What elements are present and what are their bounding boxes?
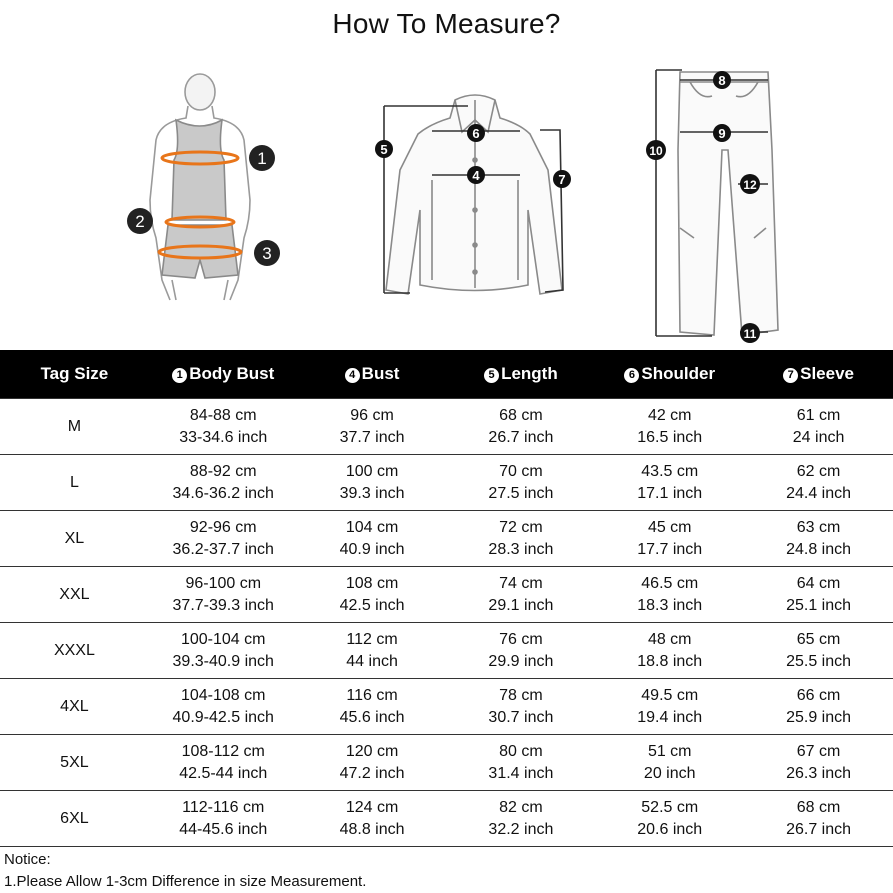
svg-text:3: 3 [262,244,272,263]
value-inch: 40.9-42.5 inch [172,708,274,726]
value-inch: 37.7 inch [339,428,405,446]
value-cm: 43.5 cm [641,462,699,480]
value-cm: 104 cm [345,518,399,536]
measurement-cell [149,567,298,623]
column-header [744,350,893,399]
tag-size-cell: L [0,455,149,511]
value-inch: 40.9 inch [339,540,405,558]
value-cm: 63 cm [796,518,841,536]
value-cm: 84-88 cm [189,406,257,424]
measurement-cell [744,623,893,679]
notice-line-1: 1.Please Allow 1-3cm Difference in size Measurement. [4,873,367,890]
value-cm: 76 cm [499,630,543,648]
measurement-cell [149,679,298,735]
notice-block [4,849,366,893]
value-cm: 48 cm [647,630,692,648]
measurement-cell [446,623,595,679]
marker-2 [127,208,153,234]
measurement-cell [298,511,447,567]
value-cm: 61 cm [796,406,841,424]
measurement-cell [298,735,447,791]
value-inch: 33-34.6 inch [179,428,268,446]
measurement-cell [298,679,447,735]
measurement-cell [149,791,298,847]
column-header [595,350,744,399]
value-inch: 25.1 inch [786,596,852,614]
value-inch: 26.7 inch [786,820,852,838]
value-inch: 26.3 inch [786,764,852,782]
value-cm: 96 cm [350,406,394,424]
svg-text:7: 7 [558,172,566,187]
svg-text:9: 9 [718,126,726,141]
value-cm: 116 cm [346,686,398,704]
tag-size-cell: M [0,399,149,455]
value-inch: 48.8 inch [339,820,405,838]
value-inch: 25.9 inch [786,708,852,726]
column-header [149,350,298,399]
value-cm: 67 cm [796,742,841,760]
value-cm: 46.5 cm [641,574,699,592]
svg-text:2: 2 [135,212,145,231]
column-header-label: Body Bust [189,364,275,383]
value-cm: 120 cm [345,742,399,760]
notice-heading: Notice: [4,851,51,868]
table-row [0,735,893,791]
value-inch: 32.2 inch [488,820,554,838]
measurement-cell [149,455,298,511]
column-header-label: Shoulder [641,364,716,383]
tag-size-cell: XL [0,511,149,567]
value-inch: 27.5 inch [488,484,554,502]
value-inch: 24 inch [792,428,845,446]
value-cm: 92-96 cm [189,518,257,536]
measurement-illustrations [0,60,893,350]
marker-7 [553,170,571,188]
value-cm: 72 cm [499,518,543,536]
table-row [0,567,893,623]
column-header [446,350,595,399]
value-cm: 108 cm [345,574,399,592]
measurement-cell [744,567,893,623]
value-inch: 20 inch [643,764,696,782]
marker-11 [740,323,760,343]
value-inch: 29.1 inch [488,596,554,614]
marker-number-badge: 1 [172,368,187,383]
marker-number-badge: 4 [345,368,360,383]
measurement-cell [446,791,595,847]
value-inch: 42.5 inch [339,596,405,614]
measurement-cell [446,399,595,455]
value-cm: 64 cm [796,574,841,592]
value-inch: 39.3 inch [339,484,405,502]
value-cm: 45 cm [647,518,692,536]
value-inch: 30.7 inch [488,708,554,726]
marker-9 [713,124,731,142]
value-cm: 104-108 cm [180,686,266,704]
value-cm: 62 cm [796,462,841,480]
value-cm: 78 cm [499,686,543,704]
value-cm: 112 cm [346,630,398,648]
marker-12 [740,174,760,194]
marker-6 [467,124,485,142]
column-header-label: Bust [361,364,400,383]
svg-text:8: 8 [718,73,726,88]
measurement-cell [446,735,595,791]
tag-size-cell: 5XL [0,735,149,791]
measurement-cell [446,567,595,623]
value-inch: 34.6-36.2 inch [172,484,274,502]
measurement-cell [744,791,893,847]
marker-10 [646,140,666,160]
value-inch: 36.2-37.7 inch [172,540,274,558]
value-cm: 70 cm [499,462,543,480]
value-cm: 42 cm [647,406,692,424]
marker-1 [249,145,275,171]
measurement-cell [595,399,744,455]
svg-text:5: 5 [380,142,388,157]
value-inch: 25.5 inch [786,652,852,670]
table-body [0,399,893,847]
value-cm: 65 cm [796,630,841,648]
page-title: How To Measure? [332,8,561,39]
value-inch: 18.8 inch [637,652,703,670]
value-cm: 100 cm [345,462,399,480]
column-header [298,350,447,399]
value-cm: 52.5 cm [641,798,699,816]
value-cm: 82 cm [499,798,543,816]
value-inch: 28.3 inch [488,540,554,558]
marker-number-badge: 5 [484,368,499,383]
size-chart-table [0,350,893,847]
tag-size-cell: XXXL [0,623,149,679]
measurement-cell [446,679,595,735]
value-inch: 45.6 inch [339,708,405,726]
value-inch: 47.2 inch [339,764,405,782]
svg-text:11: 11 [743,327,757,341]
value-cm: 108-112 cm [181,742,265,760]
table-row [0,399,893,455]
column-header-label: Sleeve [800,364,855,383]
value-cm: 74 cm [499,574,543,592]
value-inch: 17.1 inch [637,484,703,502]
value-inch: 31.4 inch [488,764,554,782]
value-cm: 68 cm [499,406,543,424]
measurement-cell [149,735,298,791]
body-figure-illustration [150,74,250,300]
value-cm: 80 cm [499,742,543,760]
svg-text:6: 6 [472,126,480,141]
measurement-cell [149,399,298,455]
measurement-cell [149,623,298,679]
measurement-cell [298,455,447,511]
marker-4 [467,166,485,184]
value-inch: 44-45.6 inch [179,820,268,838]
measurement-cell [744,679,893,735]
value-cm: 88-92 cm [189,462,257,480]
measurement-cell [595,567,744,623]
value-cm: 100-104 cm [180,630,266,648]
value-cm: 66 cm [796,686,841,704]
value-cm: 49.5 cm [641,686,699,704]
value-inch: 20.6 inch [637,820,703,838]
column-header [0,350,149,399]
measurement-cell [298,791,447,847]
table-row [0,455,893,511]
tag-size-cell: XXL [0,567,149,623]
measurement-cell [744,735,893,791]
measurement-cell [744,455,893,511]
measurement-cell [446,455,595,511]
value-inch: 42.5-44 inch [179,764,268,782]
marker-number-badge: 7 [783,368,798,383]
table-row [0,623,893,679]
svg-text:4: 4 [472,168,480,183]
svg-text:12: 12 [743,178,757,192]
measurement-cell [595,455,744,511]
value-inch: 24.8 inch [786,540,852,558]
measurement-cell [595,791,744,847]
value-inch: 44 inch [346,652,398,670]
measurement-cell [595,511,744,567]
measurement-cell [298,623,447,679]
tag-size-cell: 4XL [0,679,149,735]
marker-3 [254,240,280,266]
measurement-cell [149,511,298,567]
measurement-cell [298,567,447,623]
value-inch: 19.4 inch [637,708,703,726]
table-header-row [0,350,893,399]
value-inch: 29.9 inch [488,652,554,670]
table-row [0,679,893,735]
value-cm: 51 cm [647,742,692,760]
measurement-cell [446,511,595,567]
marker-8 [713,71,731,89]
value-inch: 26.7 inch [488,428,554,446]
value-inch: 17.7 inch [637,540,703,558]
svg-text:1: 1 [257,149,267,168]
value-inch: 18.3 inch [637,596,703,614]
value-cm: 96-100 cm [185,574,262,592]
marker-5 [375,140,393,158]
measurement-cell [595,735,744,791]
value-inch: 37.7-39.3 inch [172,596,274,614]
value-cm: 112-116 cm [182,798,265,816]
value-inch: 16.5 inch [637,428,703,446]
measurement-cell [595,679,744,735]
tag-size-cell: 6XL [0,791,149,847]
column-header-label: Length [501,364,558,383]
value-cm: 124 cm [345,798,399,816]
value-inch: 24.4 inch [786,484,852,502]
svg-text:10: 10 [649,144,663,158]
column-header-label: Tag Size [40,364,109,383]
value-inch: 39.3-40.9 inch [172,652,274,670]
table-row [0,511,893,567]
measurement-cell [744,511,893,567]
marker-number-badge: 6 [624,368,639,383]
value-cm: 68 cm [796,798,841,816]
pants-illustration [678,72,778,335]
measurement-cell [744,399,893,455]
measurement-cell [298,399,447,455]
table-row [0,791,893,847]
measurement-cell [595,623,744,679]
